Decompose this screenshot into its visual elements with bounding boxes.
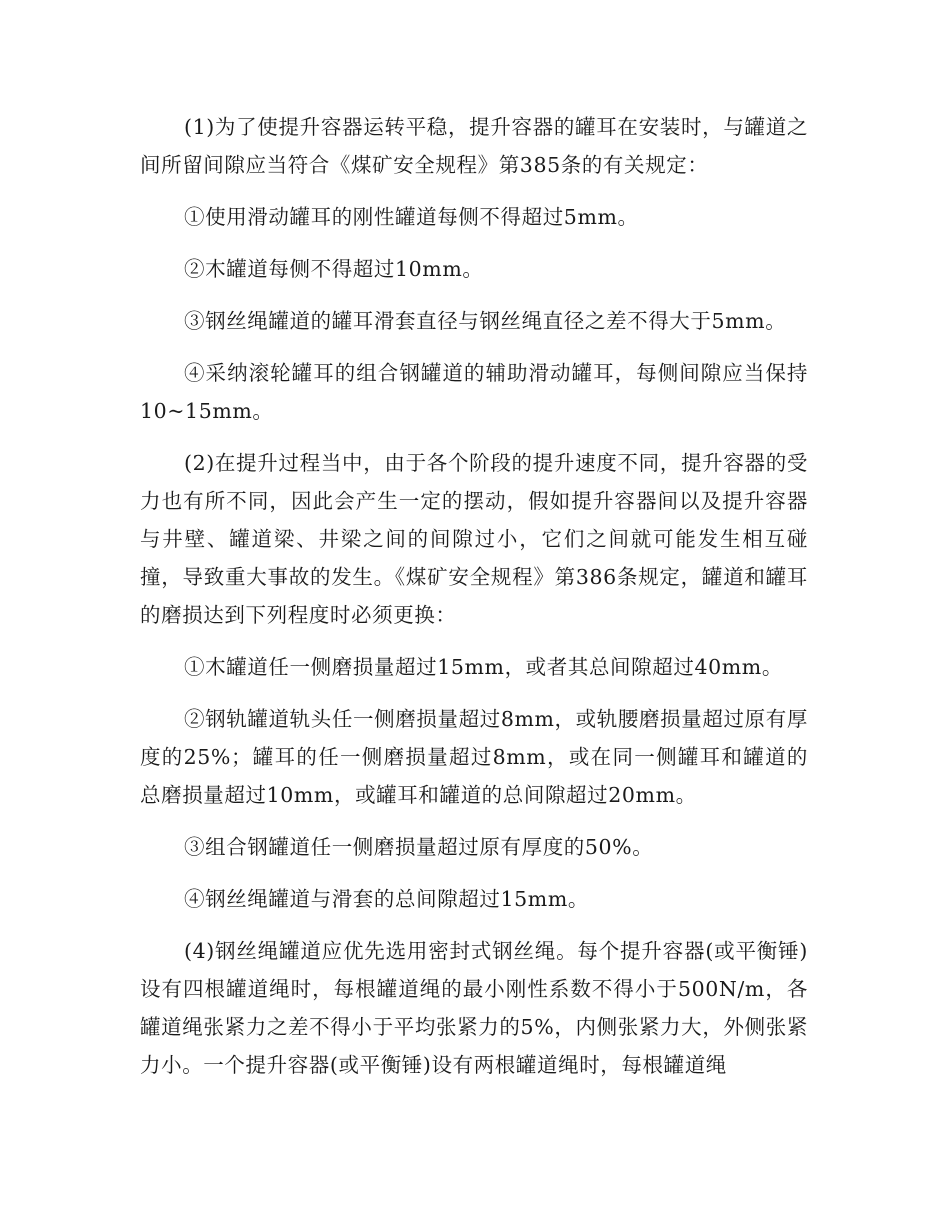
- paragraph-item-2: ②木罐道每侧不得超过10mm。: [184, 257, 484, 281]
- paragraph-item-4: ④采纳滚轮罐耳的组合钢罐道的辅助滑动罐耳，每侧间隙应当保持10~15mm。: [140, 361, 808, 423]
- paragraph-rule-385: (1)为了使提升容器运转平稳，提升容器的罐耳在安装时，与罐道之间所留间隙应当符合《煤矿安全规程》第385条的有关规定：: [140, 115, 808, 177]
- paragraph-rope-guide: (4)钢丝绳罐道应优先选用密封式钢丝绳。每个提升容器(或平衡锤)设有四根罐道绳时，每根罐道绳的最小刚性系数不得小于500N/m，各罐道绳张紧力之差不得小于平均张紧力的5%，内侧张紧力大，外侧张紧力小。一个提升容器(或平衡锤)设有两根罐道绳时，每根罐道绳: [140, 939, 808, 1077]
- paragraph-wear-item-4: ④钢丝绳罐道与滑套的总间隙超过15mm。: [184, 887, 589, 911]
- paragraph-rule-386: (2)在提升过程当中，由于各个阶段的提升速度不同，提升容器的受力也有所不同，因此会产生一定的摆动，假如提升容器间以及提升容器与井壁、罐道梁、井梁之间的间隙过小，它们之间就可能发生相互碰撞，导致重大事故的发生。《煤矿安全规程》第386条规定，罐道和罐耳的磨损达到下列程度时必须更换：: [140, 451, 808, 627]
- paragraph-item-1: ①使用滑动罐耳的刚性罐道每侧不得超过5mm。: [184, 205, 639, 229]
- paragraph-wear-item-2: ②钢轨罐道轨头任一侧磨损量超过8mm，或轨腰磨损量超过原有厚度的25%；罐耳的任一侧磨损量超过8mm，或在同一侧罐耳和罐道的总磨损量超过10mm，或罐耳和罐道的总间隙超过20mm。: [140, 707, 808, 807]
- paragraph-wear-item-1: ①木罐道任一侧磨损量超过15mm，或者其总间隙超过40mm。: [184, 655, 783, 679]
- document-page: [140, 108, 808, 1084]
- paragraph-item-3: ③钢丝绳罐道的罐耳滑套直径与钢丝绳直径之差不得大于5mm。: [184, 309, 787, 333]
- paragraph-wear-item-3: ③组合钢罐道任一侧磨损量超过原有厚度的50%。: [184, 835, 654, 859]
